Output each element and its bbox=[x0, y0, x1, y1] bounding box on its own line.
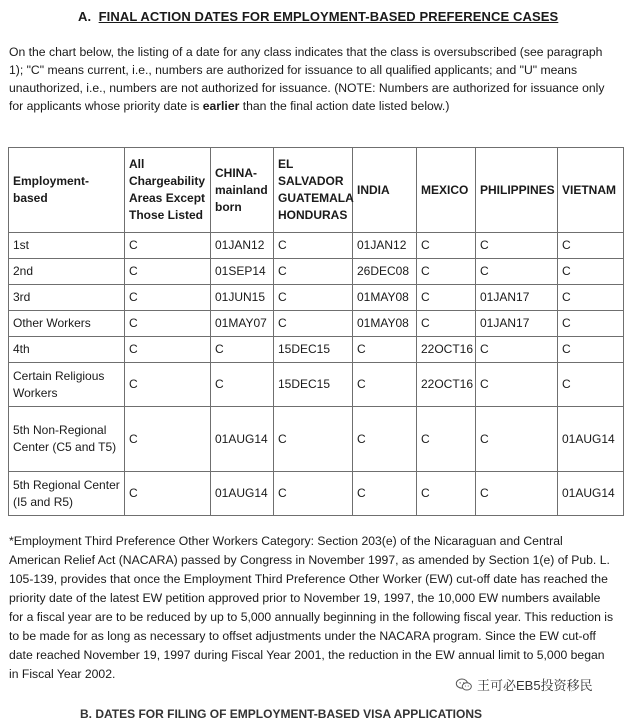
table-cell: C bbox=[274, 233, 353, 259]
table-cell: 01AUG14 bbox=[211, 407, 274, 472]
table-cell: C bbox=[353, 363, 417, 407]
footnote: *Employment Third Preference Other Workers Category: Section 203(e) of the Nicaraguan and Central American Relief Act (NACARA) passed by Congress in November 1997, as amended by Section 1(e) of Pub. L. 105-139, provides that once the Employment Third Preference Other Worker (EW) cut-off date has reached the priority date of the latest EW petition approved prior to November 19, 1997, the 10,000 EW numbers available for a fiscal year are to be reduced by up to 5,000 annually beginning in the following fiscal year. This reduction is to be made for as long as necessary to offset adjustments under the NACARA program. Since the EW cut-off date reached November 19, 1997 during Fiscal Year 2001, the reduction in the EW annual limit to 5,000 began in Fiscal Year 2002. bbox=[9, 534, 614, 681]
table-cell: C bbox=[125, 337, 211, 363]
table-cell: 01JAN12 bbox=[353, 233, 417, 259]
table-row bbox=[9, 233, 624, 259]
column-header: CHINA-mainland born bbox=[211, 148, 274, 233]
table-row bbox=[9, 363, 624, 407]
table-row bbox=[9, 472, 624, 516]
table-cell: 15DEC15 bbox=[274, 337, 353, 363]
table-cell: C bbox=[417, 472, 476, 516]
intro-bold-word: earlier bbox=[202, 99, 240, 113]
table-cell: C bbox=[476, 363, 558, 407]
table-cell: C bbox=[125, 311, 211, 337]
column-header: Employment-based bbox=[9, 148, 125, 233]
column-header: EL SALVADOR GUATEMALA HONDURAS bbox=[274, 148, 353, 233]
table-cell: C bbox=[476, 259, 558, 285]
table-cell: 01SEP14 bbox=[211, 259, 274, 285]
table-cell: C bbox=[476, 337, 558, 363]
section-prefix: A. bbox=[78, 9, 92, 24]
table-cell: C bbox=[558, 233, 624, 259]
table-cell: 01JAN17 bbox=[476, 285, 558, 311]
table-cell: C bbox=[558, 363, 624, 407]
table-cell: 01MAY08 bbox=[353, 311, 417, 337]
table-cell: 01JUN15 bbox=[211, 285, 274, 311]
table-cell: C bbox=[125, 285, 211, 311]
table-row bbox=[9, 337, 624, 363]
table-cell: C bbox=[353, 407, 417, 472]
table-cell: C bbox=[274, 285, 353, 311]
table-header-row bbox=[9, 148, 624, 233]
table-cell: C bbox=[558, 337, 624, 363]
table-cell: 01AUG14 bbox=[211, 472, 274, 516]
next-section-heading: B. DATES FOR FILING OF EMPLOYMENT-BASED VISA APPLICATIONS bbox=[80, 707, 483, 721]
table-cell: C bbox=[476, 472, 558, 516]
table-cell: 22OCT16 bbox=[417, 363, 476, 407]
row-category: Other Workers bbox=[9, 311, 125, 337]
table-cell: C bbox=[353, 337, 417, 363]
table-cell: C bbox=[558, 285, 624, 311]
table-row bbox=[9, 285, 624, 311]
table-cell: 22OCT16 bbox=[417, 337, 476, 363]
table-cell: 01MAY08 bbox=[353, 285, 417, 311]
watermark bbox=[455, 675, 593, 694]
intro-paragraph bbox=[9, 43, 615, 115]
table-cell: 01MAY07 bbox=[211, 311, 274, 337]
table-cell: C bbox=[125, 233, 211, 259]
table-cell: 01AUG14 bbox=[558, 407, 624, 472]
table-cell: C bbox=[558, 311, 624, 337]
table-cell: C bbox=[274, 259, 353, 285]
intro-text: On the chart below, the listing of a date for any class indicates that the class is oversubscribed (see paragraph 1); "C" means current, i.e., numbers are authorized for issuance to all qualified applicants; and "U" means unauthorized, i.e., numbers are not authorized for issuance. (NOTE: Numbers are authorized for issuance only for applicants whose priority date is bbox=[9, 45, 605, 113]
section-heading bbox=[78, 9, 558, 24]
row-category: Certain Religious Workers bbox=[9, 363, 125, 407]
table-cell: 01AUG14 bbox=[558, 472, 624, 516]
row-category: 4th bbox=[9, 337, 125, 363]
table-cell: C bbox=[125, 363, 211, 407]
table-cell: C bbox=[274, 472, 353, 516]
final-action-dates-table bbox=[8, 147, 624, 516]
column-header: VIETNAM bbox=[558, 148, 624, 233]
table-body bbox=[9, 233, 624, 516]
table-cell: C bbox=[476, 407, 558, 472]
table-cell: C bbox=[417, 285, 476, 311]
table-cell: C bbox=[211, 363, 274, 407]
table-cell: C bbox=[125, 259, 211, 285]
table-cell: C bbox=[274, 311, 353, 337]
table-cell: 15DEC15 bbox=[274, 363, 353, 407]
table-cell: C bbox=[353, 472, 417, 516]
table-cell: C bbox=[417, 233, 476, 259]
row-category: 5th Regional Center (I5 and R5) bbox=[9, 472, 125, 516]
row-category: 5th Non-Regional Center (C5 and T5) bbox=[9, 407, 125, 472]
table-row bbox=[9, 259, 624, 285]
table-cell: C bbox=[125, 407, 211, 472]
table-cell: C bbox=[417, 259, 476, 285]
section-title: FINAL ACTION DATES FOR EMPLOYMENT-BASED PREFERENCE CASES bbox=[98, 9, 559, 24]
column-header: All Chargeability Areas Except Those Listed bbox=[125, 148, 211, 233]
wechat-icon bbox=[455, 678, 473, 692]
row-category: 3rd bbox=[9, 285, 125, 311]
table-cell: 26DEC08 bbox=[353, 259, 417, 285]
table-cell: C bbox=[417, 311, 476, 337]
table-cell: 01JAN17 bbox=[476, 311, 558, 337]
column-header: INDIA bbox=[353, 148, 417, 233]
table-row bbox=[9, 311, 624, 337]
table-row bbox=[9, 407, 624, 472]
table-cell: C bbox=[476, 233, 558, 259]
intro-text-end: than the final action date listed below.) bbox=[239, 99, 450, 113]
table-cell: C bbox=[558, 259, 624, 285]
watermark-text: 王可必EB5投资移民 bbox=[477, 678, 593, 693]
table-cell: C bbox=[125, 472, 211, 516]
table-cell: C bbox=[274, 407, 353, 472]
table-cell: 01JAN12 bbox=[211, 233, 274, 259]
row-category: 1st bbox=[9, 233, 125, 259]
row-category: 2nd bbox=[9, 259, 125, 285]
table-cell: C bbox=[417, 407, 476, 472]
column-header: MEXICO bbox=[417, 148, 476, 233]
table-cell: C bbox=[211, 337, 274, 363]
column-header: PHILIPPINES bbox=[476, 148, 558, 233]
